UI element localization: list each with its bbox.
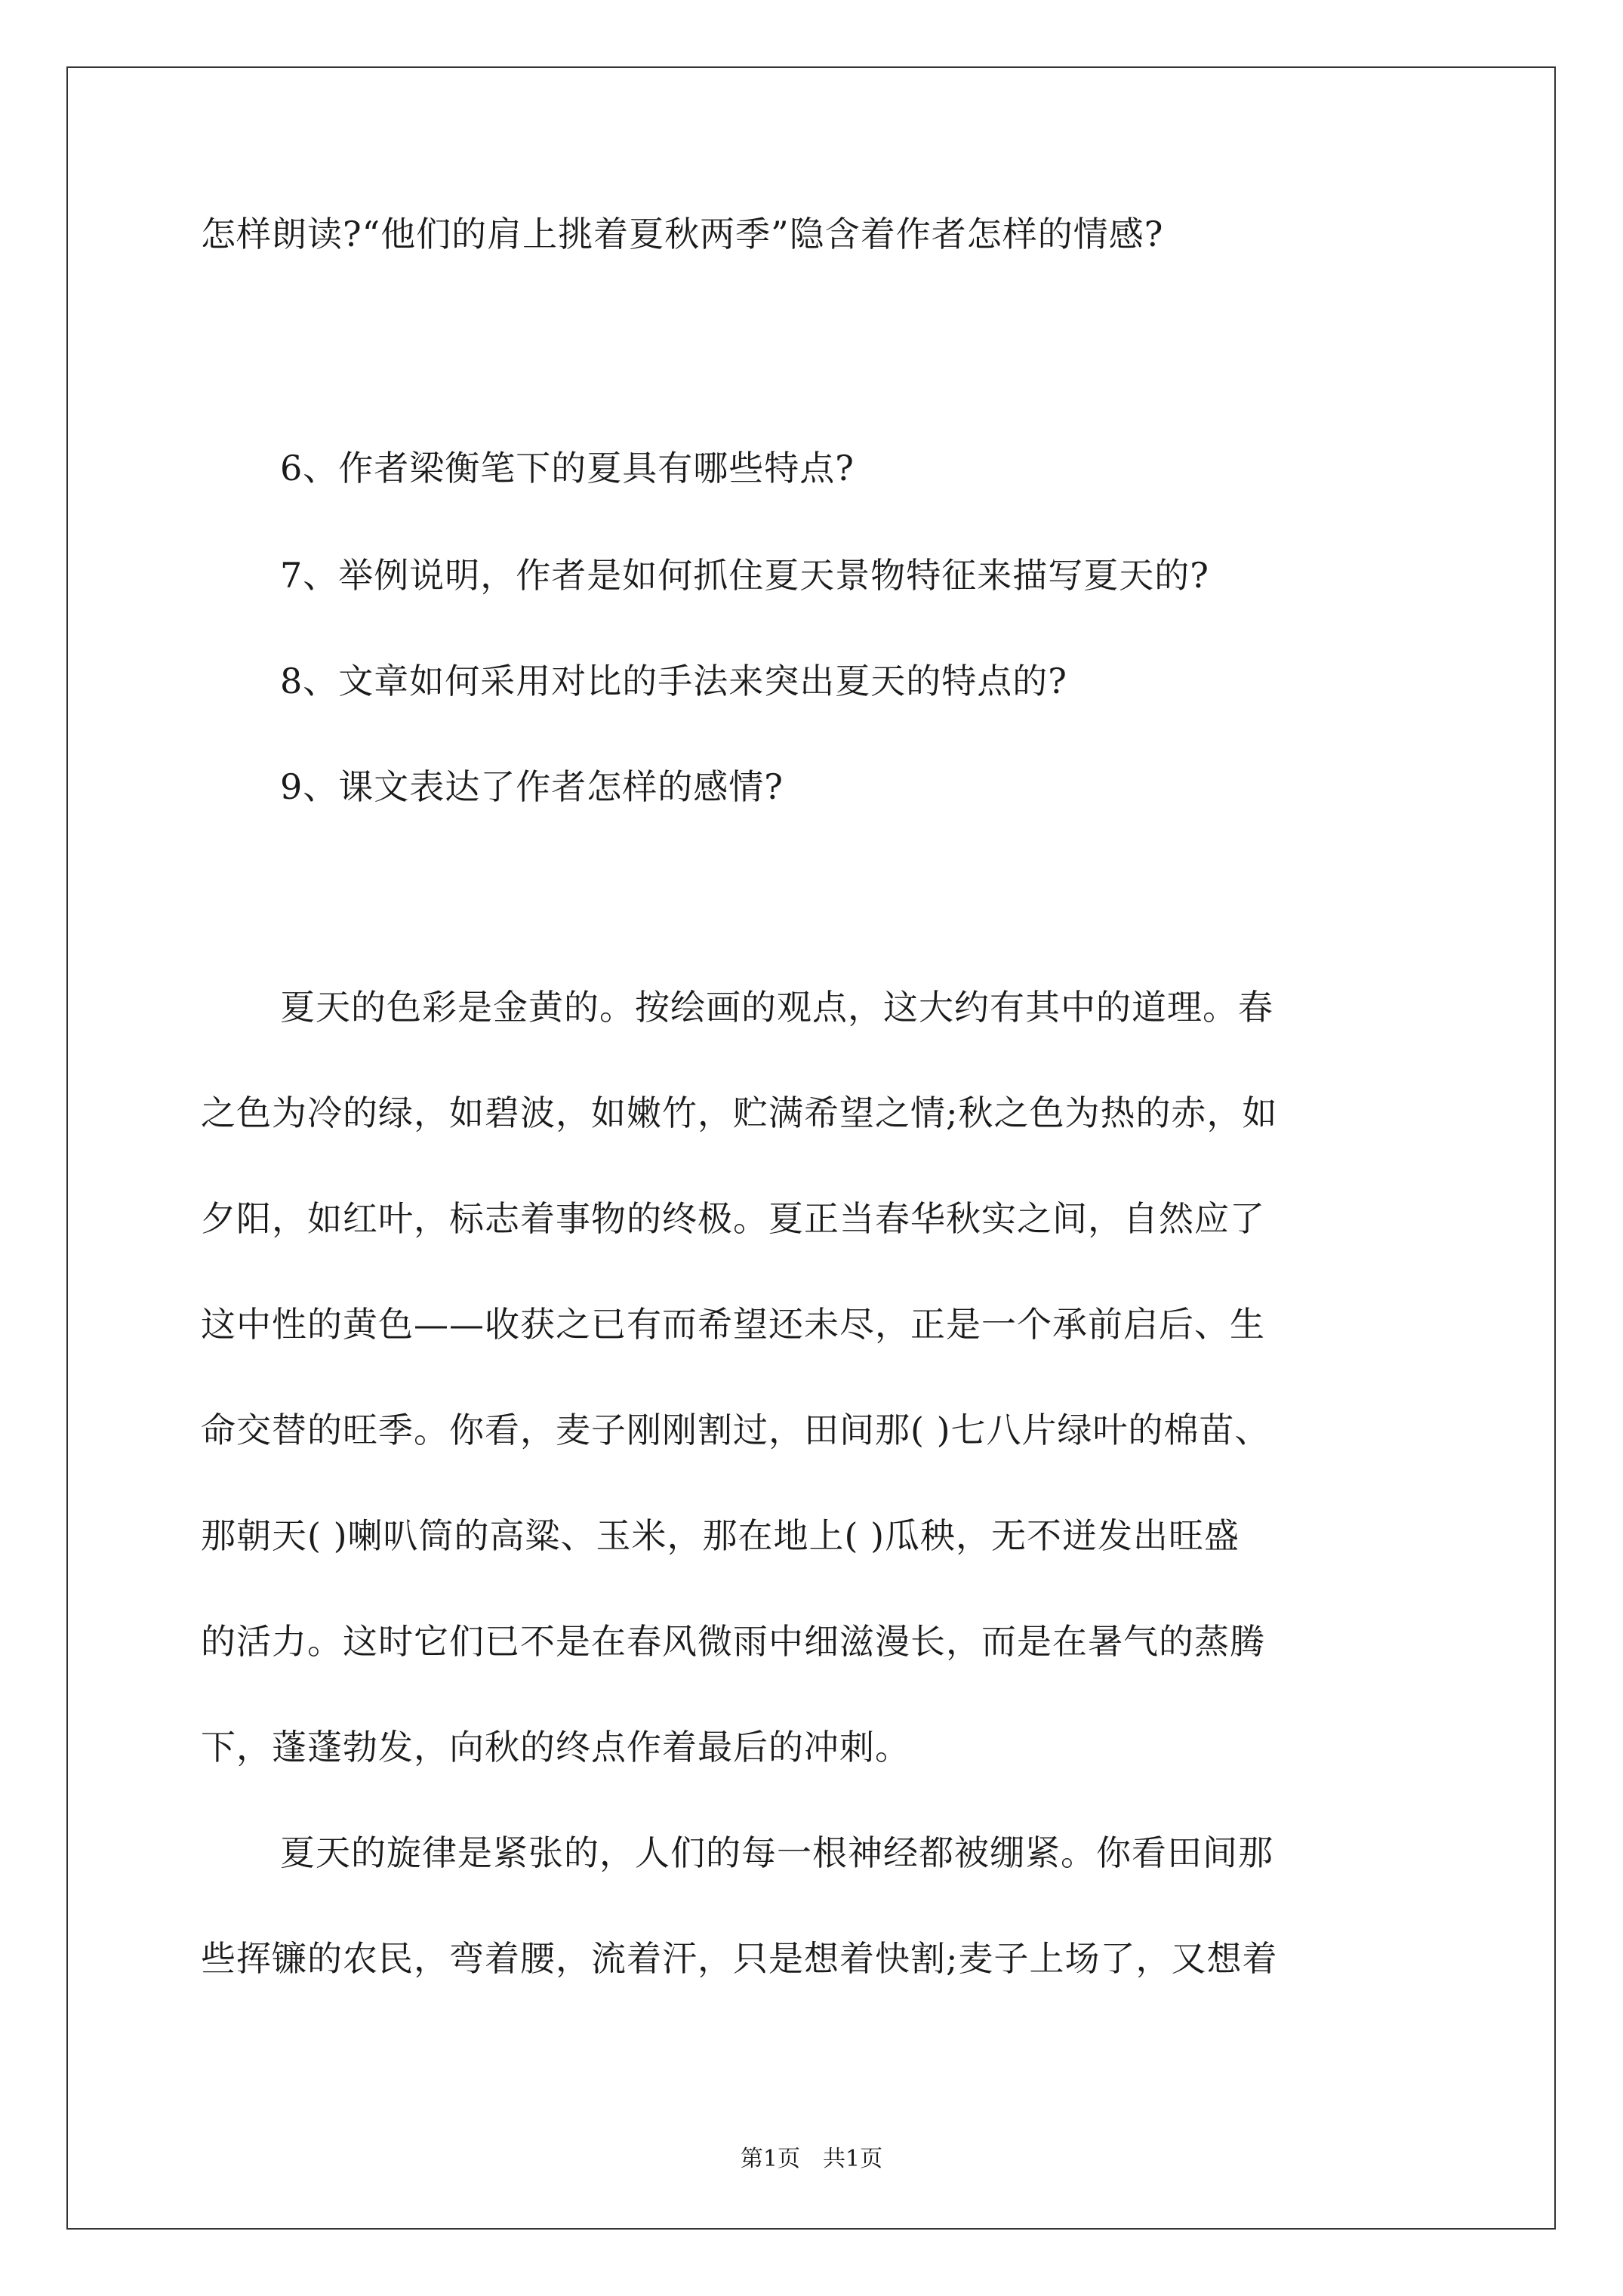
paragraph-2-line-2: 些挥镰的农民，弯着腰，流着汗，只是想着快割;麦子上场了，又想着	[201, 1938, 1278, 1979]
paragraph-1-line-5: 命交替的旺季。你看，麦子刚刚割过，田间那( )七八片绿叶的棉苗、	[201, 1410, 1270, 1450]
paragraph-2-line-1: 夏天的旋律是紧张的，人们的每一根神经都被绷紧。你看田间那	[280, 1832, 1273, 1873]
paragraph-1-line-1: 夏天的色彩是金黄的。按绘画的观点，这大约有其中的道理。春	[280, 987, 1273, 1028]
paragraph-1-line-7: 的活力。这时它们已不是在春风微雨中细滋漫长，而是在暑气的蒸腾	[201, 1621, 1265, 1662]
page-footer: 第1页 共1页	[740, 2146, 883, 2172]
paragraph-1-line-8: 下，蓬蓬勃发，向秋的终点作着最后的冲刺。	[201, 1727, 910, 1767]
question-7: 7、举例说明，作者是如何抓住夏天景物特征来描写夏天的?	[280, 555, 1209, 596]
text-line-1: 怎样朗读?“他们的肩上挑着夏秋两季”隐含着作者怎样的情感?	[201, 214, 1164, 254]
question-6: 6、作者梁衡笔下的夏具有哪些特点?	[280, 448, 855, 488]
paragraph-1-line-2: 之色为冷的绿，如碧波，如嫩竹，贮满希望之情;秋之色为热的赤，如	[201, 1093, 1278, 1133]
paragraph-1-line-6: 那朝天( )喇叭筒的高粱、玉米，那在地上( )瓜秧，无不迸发出旺盛	[201, 1515, 1240, 1556]
paragraph-1-line-3: 夕阳，如红叶，标志着事物的终极。夏正当春华秋实之间，自然应了	[201, 1198, 1265, 1239]
question-9: 9、课文表达了作者怎样的感情?	[280, 766, 784, 807]
paragraph-1-line-4: 这中性的黄色——收获之已有而希望还未尽，正是一个承前启后、生	[201, 1304, 1265, 1345]
question-8: 8、文章如何采用对比的手法来突出夏天的特点的?	[280, 661, 1067, 701]
page-border	[66, 66, 1556, 2230]
